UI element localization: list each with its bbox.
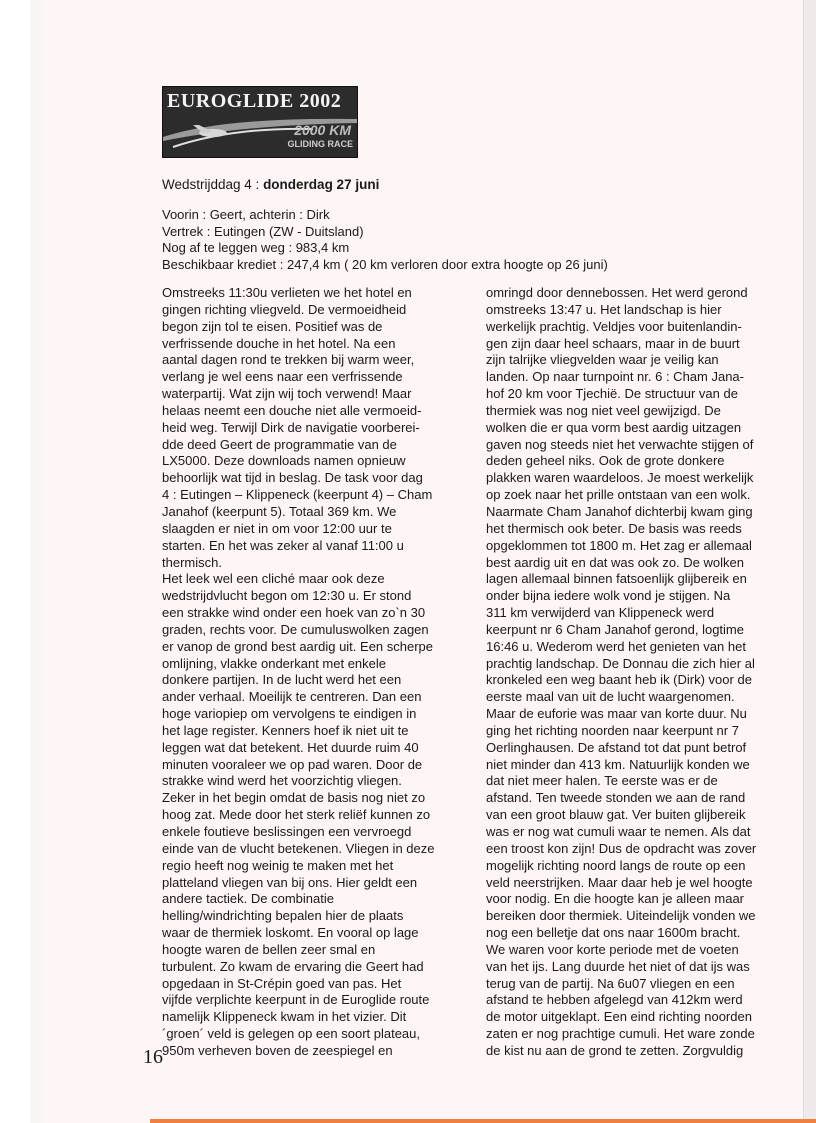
body-text-line: helaas neemt een douche niet alle vermoeid- (162, 402, 422, 418)
body-text-line: Het leek wel een cliché maar ook deze (162, 571, 385, 587)
body-text-line: thermisch. (162, 554, 222, 570)
body-text-line: Janahof (keerpunt 5). Totaal 369 km. We (162, 503, 397, 519)
body-text-line: namelijk Klippeneck kwam in het vizier. Dit (162, 1009, 407, 1025)
body-text-line: zaten er nog prachtige cumuli. Het ware zonde (486, 1026, 755, 1042)
body-text-line: landen. Op naar turnpoint nr. 6 : Cham Jana- (486, 369, 744, 385)
body-text-line: hoogte waren de bellen zeer smal en (162, 941, 376, 957)
heading-prefix: Wedstrijddag 4 : (162, 177, 264, 192)
body-text-line: gaven nog steeds niet het verwachte stijgen of (486, 436, 754, 452)
page-edge-right (803, 0, 816, 1123)
body-text-line: lagen allemaal binnen fatsoenlijk glijbereik en (486, 571, 747, 587)
body-text-line: er vanop de grond best aardig uit. Een scherpe (162, 638, 434, 654)
body-text-line: Oerlinghausen. De afstand tot dat punt betrof (486, 739, 747, 755)
body-text-line: verfrissende douche in het hotel. Na een (162, 335, 396, 351)
body-text-line: andere tactiek. De combinatie (162, 891, 334, 907)
body-text-line: deden geheel niks. Ook de grote donkere (486, 453, 725, 469)
body-text-line: een strakke wind onder een hoek van zo`n 30 (162, 605, 426, 621)
body-text-line: de motor uitgeklapt. Een eind richting noorden (486, 1009, 752, 1025)
body-text-line: enkele foutieve beslissingen een vervroegd (162, 824, 412, 839)
body-text-line: dat niet meer halen. Te eerste was er de (486, 773, 718, 789)
logo-distance: 2000 KM (294, 122, 351, 138)
info-line: Nog af te leggen weg : 983,4 km (162, 240, 350, 255)
body-text-line: LX5000. Deze downloads namen opnieuw (162, 453, 406, 469)
body-text-line: afstand te hebben afgelegd van 412km werd (486, 992, 743, 1008)
body-text-line: verlang je wel eens naar een verfrissende (162, 369, 403, 385)
body-text-line: starten. En het was zeker al vanaf 11:00 u (162, 537, 404, 553)
body-text-line: Omstreeks 11:30u verlieten we het hotel en (162, 285, 412, 300)
info-line: Voorin : Geert, achterin : Dirk (162, 207, 330, 222)
body-text-line: bereiken door thermiek. Uiteindelijk vonden we (486, 908, 756, 924)
body-text-line: waterpartij. Wat zijn wij toch verwend! Maar (162, 386, 412, 402)
body-text-line: keerpunt nr 6 Cham Janahof gerond, logtime (486, 621, 744, 637)
body-text-line: omlijning, vlakke onderkant met enkele (162, 655, 387, 671)
body-text-line: heid weg. Terwijl Dirk de navigatie voorberei- (162, 419, 420, 435)
body-text-line: van het ijs. Lang duurde het niet of dat ijs was (486, 958, 750, 974)
body-text-line: begon zijn tol te eisen. Positief was de (162, 318, 383, 334)
body-text-line: strakke wind werd het voorzichtig vliegen. (162, 773, 402, 789)
body-text-line: slaagden er niet in om voor 12:00 uur te (162, 520, 392, 536)
body-text-line: zijn talrijke vliegvelden waar je veilig kan (486, 352, 719, 368)
body-text-line: thermiek was nog niet veel gewijzigd. De (486, 402, 721, 418)
body-text-line: het thermisch ook beter. De basis was reeds (486, 520, 742, 536)
body-text-line: 950m verheven boven de zeespiegel en (162, 1042, 393, 1058)
logo-tagline: GLIDING RACE (287, 139, 353, 149)
body-text-line: voor nodig. En die hoogte kan je alleen maar (486, 891, 745, 907)
body-text-line: best aardig uit en dat was ook zo. De wolken (486, 554, 744, 570)
body-text-line: waar de thermiek loskomt. En vooral op lage (162, 925, 419, 941)
body-text-line: vijfde verplichte keerpunt in de Euroglide route (162, 992, 430, 1008)
flight-info-block (162, 207, 608, 273)
body-text-line: kronkeled een weg baant heb ik (Dirk) voor de (486, 672, 752, 688)
body-text-line: einde van de vlucht betekenen. Vliegen in deze (162, 840, 435, 856)
body-text-line: hoge variopiep om vervolgens te eindigen in (162, 706, 417, 722)
body-text-line: de kist nu aan de grond te zetten. Zorgvuldig (486, 1042, 744, 1058)
body-text-line: 311 km verwijderd van Klippeneck werd (486, 605, 715, 621)
body-text-line: plakken waren waardeloos. Je moest werkelijk (486, 470, 754, 486)
body-text-line: hof 20 km voor Tjechië. De structuur van de (486, 386, 738, 402)
body-text-line: nog een belletje dat ons naar 1600m bracht. (486, 925, 741, 941)
body-text-line: dde deed Geert de programmatie van de (162, 436, 397, 452)
body-text-line: aantal dagen rond te trekken bij warm weer, (162, 352, 415, 368)
body-text-line: regio heeft nog weinig te maken met het (162, 857, 394, 873)
body-text-line: terug van de partij. Na 6u07 vliegen en een (486, 975, 735, 991)
logo-title: EUROGLIDE 2002 (167, 90, 342, 112)
heading-date: donderdag 27 juni (263, 177, 380, 192)
bottom-accent-stripe (150, 1119, 816, 1123)
body-text-line: veld neerstrijken. Maar daar heb je wel hoogte (486, 874, 753, 890)
body-text-line: niet minder dan 413 km. Natuurlijk konden we (486, 756, 750, 772)
body-text-line: leggen wat dat betekent. Het duurde ruim 40 (162, 739, 419, 755)
body-text-line: ander verhaal. Moeilijk te centreren. Dan een (162, 689, 422, 705)
body-text-line: 4 : Eutingen – Klippeneck (keerpunt 4) – Cham (162, 487, 433, 503)
page-number: 16 (143, 1046, 163, 1068)
body-text-line: We waren voor korte periode met de voeten (486, 941, 739, 957)
body-text-line: mogelijk richting noord langs de route op een (486, 857, 746, 873)
body-text-line: turbulent. Zo kwam de ervaring die Geert had (162, 958, 424, 974)
body-text-line: op zoek naar het prille ontstaan van een wolk. (486, 487, 751, 503)
body-text-line: een troost kon zijn! Dus de opdracht was zover (486, 840, 757, 856)
body-text-line: graden, rechts voor. De cumuluswolken zagen (162, 621, 429, 637)
body-text-line: behoorlijk wat tijd in beslag. De task voor dag (162, 470, 423, 486)
body-text-line: gen zijn daar heel schaars, maar in de buurt (486, 335, 740, 351)
body-text-line: onder bijna iedere wolk vond je stijgen. Na (486, 588, 731, 604)
body-text-line: werkelijk prachtig. Veldjes voor buitenlandin- (486, 318, 742, 334)
body-text-line: wolken die er qua vorm best aardig uitzagen (486, 419, 742, 435)
body-text-line: opgedaan in St-Crépin goed van pas. Het (162, 975, 402, 991)
body-text-line: hoog zat. Mede door het sterk reliëf kunnen zo (162, 807, 431, 823)
body-text-line: het lage register. Kenners hoef ik niet uit te (162, 722, 409, 738)
race-day-heading (162, 177, 379, 192)
body-text-line: wedstrijdvlucht begon om 12:30 u. Er stond (162, 588, 412, 604)
body-text-line: opgeklommen tot 1800 m. Het zag er allemaal (486, 537, 752, 553)
body-text-line: 16:46 u. Wederom werd het genieten van het (486, 638, 746, 654)
body-text-line: omringd door dennebossen. Het werd gerond (486, 285, 748, 300)
body-text-line: platteland vliegen van bij ons. Hier geldt een (162, 874, 418, 890)
page-edge-left (0, 0, 31, 1123)
body-text-line: prachtig landschap. De Donnau die zich hier al (486, 655, 755, 671)
body-text-line: eerste maal van uit de lucht waargenomen. (486, 689, 735, 705)
body-text-line: van een groot blauw gat. Ver buiten glijbereik (486, 807, 746, 823)
body-text-line: omstreeks 13:47 u. Het landschap is hier (486, 301, 722, 317)
body-text-line: ´groen´ veld is gelegen op een soort plateau, (162, 1026, 421, 1042)
info-line: Vertrek : Eutingen (ZW - Duitsland) (162, 223, 364, 239)
body-text-line: ging het richting noorden naar keerpunt nr 7 (486, 722, 739, 738)
info-line: Beschikbaar krediet : 247,4 km ( 20 km verloren door extra hoogte op 26 juni) (162, 256, 608, 272)
page-edge-inner (30, 0, 45, 1123)
body-text-line: was er nog wat cumuli waar te nemen. Als dat (486, 824, 751, 839)
body-text-line: minuten vooraleer we op pad waren. Door de (162, 756, 423, 772)
body-text-line: Maar de euforie was maar van korte duur. Nu (486, 706, 747, 722)
body-text-line: donkere partijen. In de lucht werd het een (162, 672, 402, 688)
body-text-line: Zeker in het begin omdat de basis nog niet zo (162, 790, 426, 806)
body-text-line: Naarmate Cham Janahof dichterbij kwam ging (486, 503, 753, 519)
body-text-line: gingen richting vliegveld. De vermoeidheid (162, 301, 407, 317)
text-column-left (162, 285, 462, 1060)
euroglide-logo (162, 86, 358, 158)
body-text-line: afstand. Ten tweede stonden we aan de rand (486, 790, 746, 806)
text-column-right (486, 285, 786, 1060)
body-text-line: helling/windrichting bepalen hier de plaats (162, 908, 404, 924)
